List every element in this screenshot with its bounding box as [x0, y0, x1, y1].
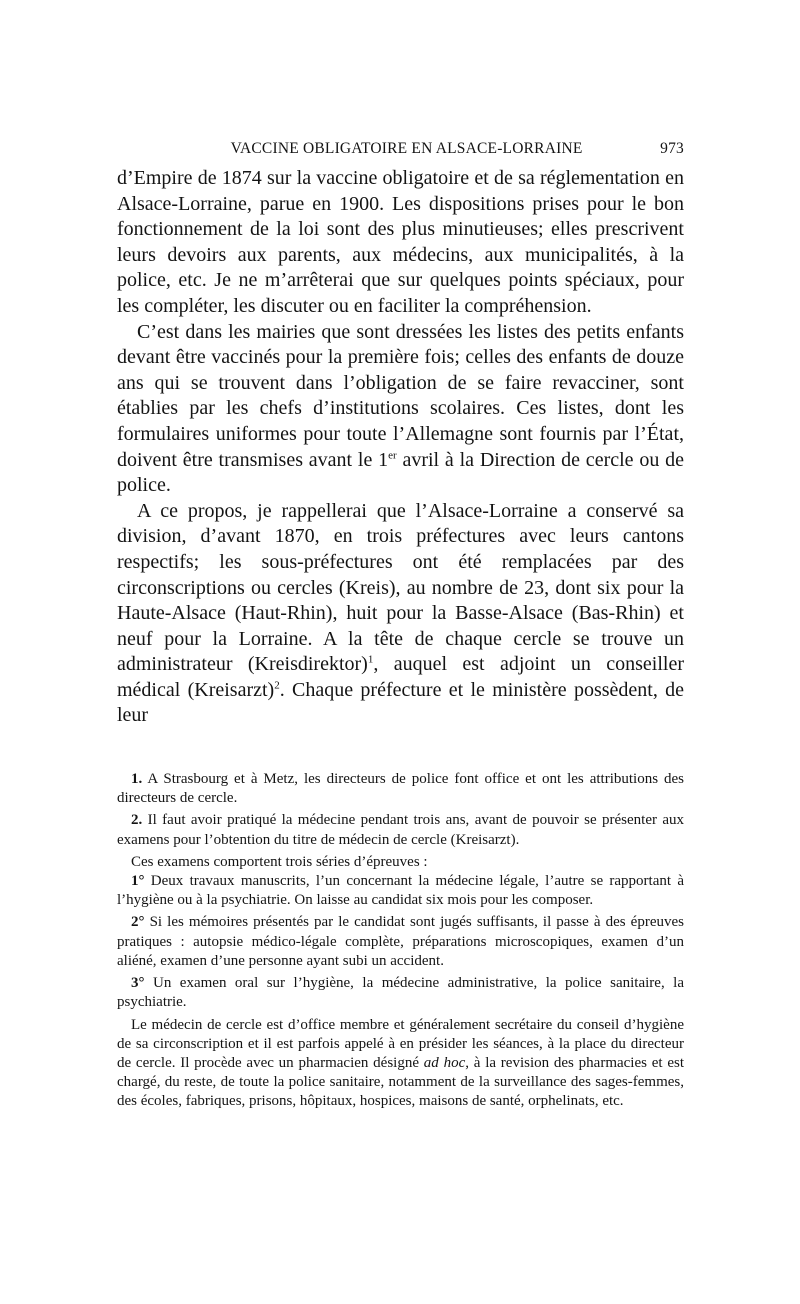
running-header — [117, 140, 684, 166]
paragraph-3 — [117, 499, 684, 729]
footnote-2-final-text-end: , à la revision des pharmacies et est chargé, du reste, de toute la police sanitaire, notamment de la surveillance des sages-femmes, des écoles, fabriques, prisons, hôpitaux, hospices, maisons de santé, orphelinats, etc. — [117, 1054, 684, 1110]
item-3-text: Un examen oral sur l’hygiène, la médecine administrative, la police sanitaire, la psychiatrie. — [117, 975, 685, 1011]
paragraph-2 — [117, 320, 684, 499]
item-2-text: Si les mémoires présentés par le candidat sont jugés suffisants, il passe à des épreuves pratiques : autopsie médico-légale complète, préparations microscopiques, examen d’un aliéné, examen d’une personne ayant subi un accident. — [117, 914, 684, 969]
footnote-2 — [117, 811, 684, 849]
item-1-number: 1° — [131, 873, 145, 890]
paragraph-1: d’Empire de 1874 sur la vaccine obligatoire et de sa réglementation en Alsace-Lorraine, parue en 1900. Les dispositions prises pour le bon fonctionnement de la loi sont des plus minutieuses; elles prescrivent leurs devoirs aux parents, aux médecins, aux municipalités, à la police, etc. Je ne m’arrêterai que sur quelques points spéciaux, pour les compléter, les discuter ou en faciliter la compréhension. — [117, 167, 684, 317]
paragraph-2-text-end: avril à la Direction de cercle ou de police. — [117, 448, 685, 497]
paragraph-3-text: A ce propos, je rappellerai que l’Alsace-Lorraine a conservé sa division, d’avant 1870, en trois préfectures avec leurs cantons respectifs; les sous-préfectures ont été remplacées par des circonscriptions ou cercles (Kreis), au nombre de 23, dont six pour la Haute-Alsace (Haut-Rhin), huit pour la Basse-Alsace (Bas-Rhin) et neuf pour la Lorraine. A la tête de chaque cercle se trouve un administrateur (Kreisdirektor) — [117, 499, 684, 676]
footnote-ref-1: 1 — [367, 653, 374, 666]
footnote-2-item-2 — [117, 913, 684, 971]
footnote-1-text: A Strasbourg et à Metz, les directeurs de police font office et ont les attributions des directeurs de cercle. — [117, 771, 684, 807]
ordinal-superscript: er — [388, 448, 397, 461]
paragraph-2-text: C’est dans les mairies que sont dressées les listes des petits enfants devant être vaccinés pour la première fois; celles des enfants de douze ans qui se trouvent dans l’obligation de se faire revacciner, sont établies par les chefs d’institutions scolaires. Ces listes, dont les formulaires uniformes pour toute l’Allemagne sont fournis par l’État, doivent être transmises avant le 1 — [117, 320, 684, 471]
paragraph-3-text-middle: , auquel est adjoint un conseiller médical (Kreisarzt) — [117, 653, 684, 701]
footnote-2-text: Il faut avoir pratiqué la médecine pendant trois ans, avant de pouvoir se présenter aux examens pour l’obtention du titre de médecin de cercle (Kreisarzt). — [117, 812, 685, 848]
footnote-2-item-1 — [117, 872, 684, 910]
item-2-number: 2° — [131, 914, 145, 931]
book-page — [117, 140, 684, 1115]
footnote-2-number: 2. — [131, 812, 143, 829]
italic-ad-hoc: ad hoc — [423, 1054, 466, 1071]
footnote-ref-2: 2 — [274, 679, 280, 692]
paragraph-3-text-end: . Chaque préfecture et le ministère possèdent, de leur — [117, 678, 684, 727]
footnote-2-final-text: Le médecin de cercle est d’office membre et généralement secrétaire du conseil d’hygiène de sa circonscription et il est parfois appelé à en présider les séances, à la place du directeur de cercle. Il procède avec un pharmacien désigné — [117, 1016, 684, 1071]
footnotes — [117, 770, 684, 1111]
running-title: VACCINE OBLIGATOIRE EN ALSACE-LORRAINE — [230, 140, 583, 157]
page-number: 973 — [660, 140, 684, 157]
footnote-2-item-3 — [117, 974, 684, 1012]
item-3-number: 3° — [131, 975, 145, 992]
footnote-1-number: 1. — [131, 771, 143, 788]
footnote-1 — [117, 770, 684, 808]
main-text — [117, 166, 684, 729]
item-1-text: Deux travaux manuscrits, l’un concernant la médecine légale, l’autre se rapportant à l’hygiène ou à la psychiatrie. On laisse au candidat six mois pour les composer. — [117, 873, 684, 909]
footnote-2-exams-intro: Ces examens comportent trois séries d’épreuves : — [131, 853, 428, 870]
footnote-2-final — [117, 1016, 684, 1112]
